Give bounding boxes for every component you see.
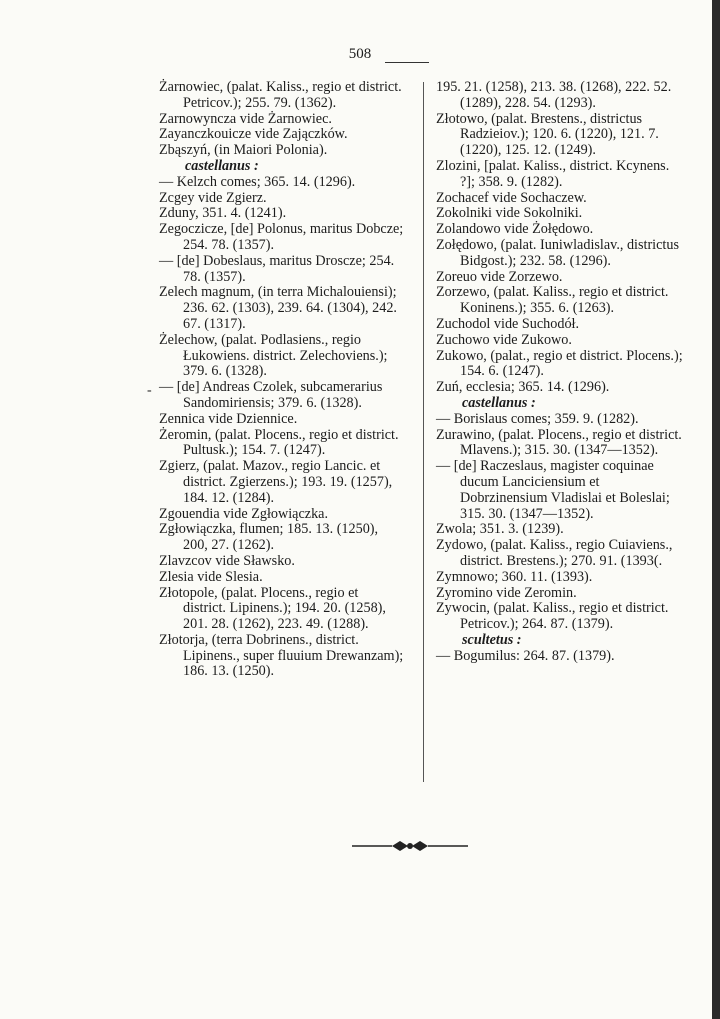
index-entry: Zlesia vide Slesia. <box>159 568 263 585</box>
index-entry: Zgouendia vide Zgłowiączka. <box>159 505 329 522</box>
index-entry: — [de] Dobeslaus, maritus Droscze; 254. 78. (1357). <box>159 252 395 285</box>
index-entry: Zgłowiączka, flumen; 185. 13. (1250), 200, 27. (1262). <box>159 521 379 554</box>
index-entry: Zcgey vide Zgierz. <box>159 189 267 206</box>
index-entry: Zydowo, (palat. Kaliss., regio Cuiaviens., district. Brestens.); 270. 91. (1393(. <box>436 537 673 569</box>
index-entry: Zywocin, (palat. Kaliss., regio et district. Petricov.); 264. 87. (1379). <box>436 600 669 633</box>
index-entry: Zegoczicze, [de] Polonus, maritus Dobcze; 254. 78. (1357). <box>159 221 404 253</box>
column-divider <box>423 82 424 782</box>
index-entry: Żarnowiec, (palat. Kaliss., regio et district. Petricov.); 255. 79. (1362). <box>159 79 402 111</box>
index-entry: Zarnowyncza vide Żarnowiec. <box>159 110 332 127</box>
index-entry: — Borislaus comes; 359. 9. (1282). <box>436 410 639 427</box>
index-entry: Zlozini, [palat. Kaliss., district. Kcynens. ?]; 358. 9. (1282). <box>436 157 670 190</box>
index-entry: — Bogumilus: 264. 87. (1379). <box>436 647 615 664</box>
index-entry: Zukowo, (palat., regio et district. Plocens.); 154. 6. (1247). <box>436 347 683 380</box>
index-entry: Zurawino, (palat. Plocens., regio et district. Mlavens.); 315. 30. (1347—1352). <box>436 426 682 459</box>
entry-subheading: castellanus : <box>185 157 259 174</box>
index-entry: Złotorja, (terra Dobrinens., district. Lipinens., super fluuium Drewanzam); 186. 13. (1250). <box>159 631 404 680</box>
index-entry: Zorzewo, (palat. Kaliss., regio et district. Koninens.); 355. 6. (1263). <box>436 284 669 317</box>
index-entry: Złotopole, (palat. Plocens., regio et district. Lipinens.); 194. 20. (1258), 201. 28. (1262), 223. 49. (1288). <box>159 584 386 633</box>
index-entry: Zolandowo vide Żołędowo. <box>436 221 594 238</box>
page-number-rule <box>385 62 429 63</box>
index-entry: — Kelzch comes; 365. 14. (1296). <box>159 173 356 190</box>
index-entry: Żelechow, (palat. Podlasiens., regio Łukowiens. district. Zelechoviens.); 379. 6. (1328). <box>159 331 388 380</box>
index-entry: Zlavzcov vide Sławsko. <box>159 552 295 569</box>
index-entry: Zduny, 351. 4. (1241). <box>159 205 287 222</box>
right-column <box>436 80 684 664</box>
index-entry: Zoreuo vide Zorzewo. <box>436 268 563 285</box>
index-entry: Zołędowo, (palat. Iuniwladislav., districtus Bidgost.); 232. 58. (1296). <box>436 236 679 269</box>
index-entry: Zuń, ecclesia; 365. 14. (1296). <box>436 379 610 396</box>
index-entry: — [de] Raczeslaus, magister coquinae ducum Lanciciensium et Dobrzinensium Vladislai et Boleslai; 315. 30. (1347—1352). <box>436 458 670 522</box>
index-entry: Zochacef vide Sochaczew. <box>436 189 587 206</box>
index-entry: 195. 21. (1258), 213. 38. (1268), 222. 52. (1289), 228. 54. (1293). <box>436 79 672 111</box>
index-entry: Zuchowo vide Zukowo. <box>436 331 572 348</box>
page-edge-shadow <box>712 0 720 1019</box>
entry-subheading: castellanus : <box>462 394 536 411</box>
ornamental-rule-icon <box>350 838 470 854</box>
page-number: 508 <box>348 46 372 62</box>
index-entry: Zyromino vide Zeromin. <box>436 584 577 601</box>
index-entry: Zelech magnum, (in terra Michalouiensi); 236. 62. (1303), 239. 64. (1304), 242. 67. (1317). <box>159 284 397 332</box>
index-entry: Zymnowo; 360. 11. (1393). <box>436 568 593 585</box>
index-entry: Zbąszyń, (in Maiori Polonia). <box>159 142 328 159</box>
index-entry: Zwola; 351. 3. (1239). <box>436 521 564 538</box>
index-entry: Zayanczkouicze vide Zajączków. <box>159 126 348 143</box>
index-entry: Złotowo, (palat. Brestens., districtus Radzieiov.); 120. 6. (1220), 121. 7. (1220), 125. 12. (1249). <box>436 110 659 159</box>
left-column <box>159 80 404 680</box>
margin-mark: - <box>147 383 152 398</box>
index-entry: Zennica vide Dziennice. <box>159 410 298 427</box>
entry-subheading: scultetus : <box>462 631 522 648</box>
index-entry: Zuchodol vide Suchodół. <box>436 315 580 332</box>
index-entry: Zokolniki vide Sokolniki. <box>436 205 583 222</box>
index-entry: Zgierz, (palat. Mazov., regio Lancic. et district. Zgierzens.); 193. 19. (1257), 184. 12. (1284). <box>159 458 393 506</box>
index-entry: — [de] Andreas Czolek, subcamerarius Sandomiriensis; 379. 6. (1328). <box>159 379 383 411</box>
index-entry: Żeromin, (palat. Plocens., regio et district. Pultusk.); 154. 7. (1247). <box>159 426 399 459</box>
